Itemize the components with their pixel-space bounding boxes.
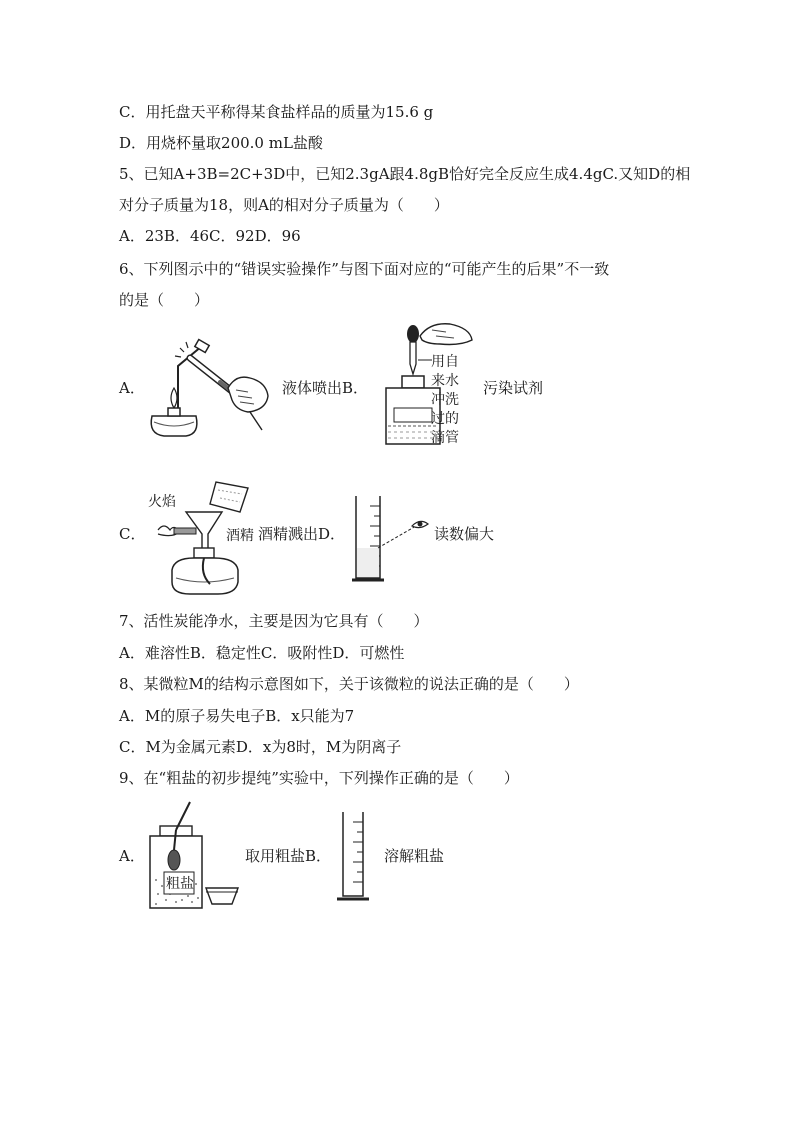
question-9: 9、在“粗盐的初步提纯”实验中，下列操作正确的是（ ） [119,769,519,787]
question-7-options: A．难溶性B．稳定性C．吸附性D．可燃性 [119,644,405,662]
q6-b-figure [380,318,475,448]
q9-a-caption: 取用粗盐B． [245,847,332,865]
q6-c-label: C． [119,525,146,543]
q6-b-note-5: 滴管 [431,430,459,446]
q6-a-label: A． [119,379,145,397]
option-d-beaker: D．用烧杯量取200.0 mL盐酸 [119,134,323,152]
question-8: 8、某微粒M的结构示意图如下，关于该微粒的说法正确的是（ ） [119,675,579,693]
q6-b-note-2: 来水 [431,373,459,389]
q6-b-note-3: 冲洗 [431,392,459,408]
q6-a-caption: 液体喷出B． [282,379,369,397]
q9-b-figure [335,808,371,904]
question-5-options: A．23B．46C．92D．96 [119,227,301,245]
question-6-line2: 的是（ ） [119,291,210,309]
question-7: 7、活性炭能净水，主要是因为它具有（ ） [119,612,429,630]
q6-c-caption: 酒精溅出D． [258,525,346,543]
q9-a-figure [148,800,244,912]
question-8-options-cd: C．M为金属元素D．x为8时，M为阴离子 [119,738,402,756]
q9-a-label: A． [119,847,145,865]
q6-b-note-1: 用自 [431,354,459,370]
q6-b-note-4: 过的 [431,411,459,427]
q6-d-figure [350,490,430,585]
q6-c-alcohol-label: 酒精 [226,528,254,544]
q6-b-caption: 污染试剂 [483,379,544,397]
option-c-balance: C．用托盘天平称得某食盐样品的质量为15.6 g [119,103,434,121]
question-5-line2: 对分子质量为18，则A的相对分子质量为（ ） [119,196,449,214]
q6-a-figure [140,338,275,438]
question-8-options-ab: A．M的原子易失电子B．x只能为7 [119,707,355,725]
q9-b-caption: 溶解粗盐 [384,847,445,865]
question-5-line1: 5、已知A+3B=2C+3D中，已知2.3gA跟4.8gB恰好完全反应生成4.4gC.又知D的相 [119,165,691,183]
q6-d-caption: 读数偏大 [434,525,495,543]
q6-c-flame: 火焰 [148,494,176,510]
q9-jar-label: 粗盐 [166,876,194,892]
question-6-line1: 6、下列图示中的“错误实验操作”与图下面对应的“可能产生的后果”不一致 [119,260,610,278]
